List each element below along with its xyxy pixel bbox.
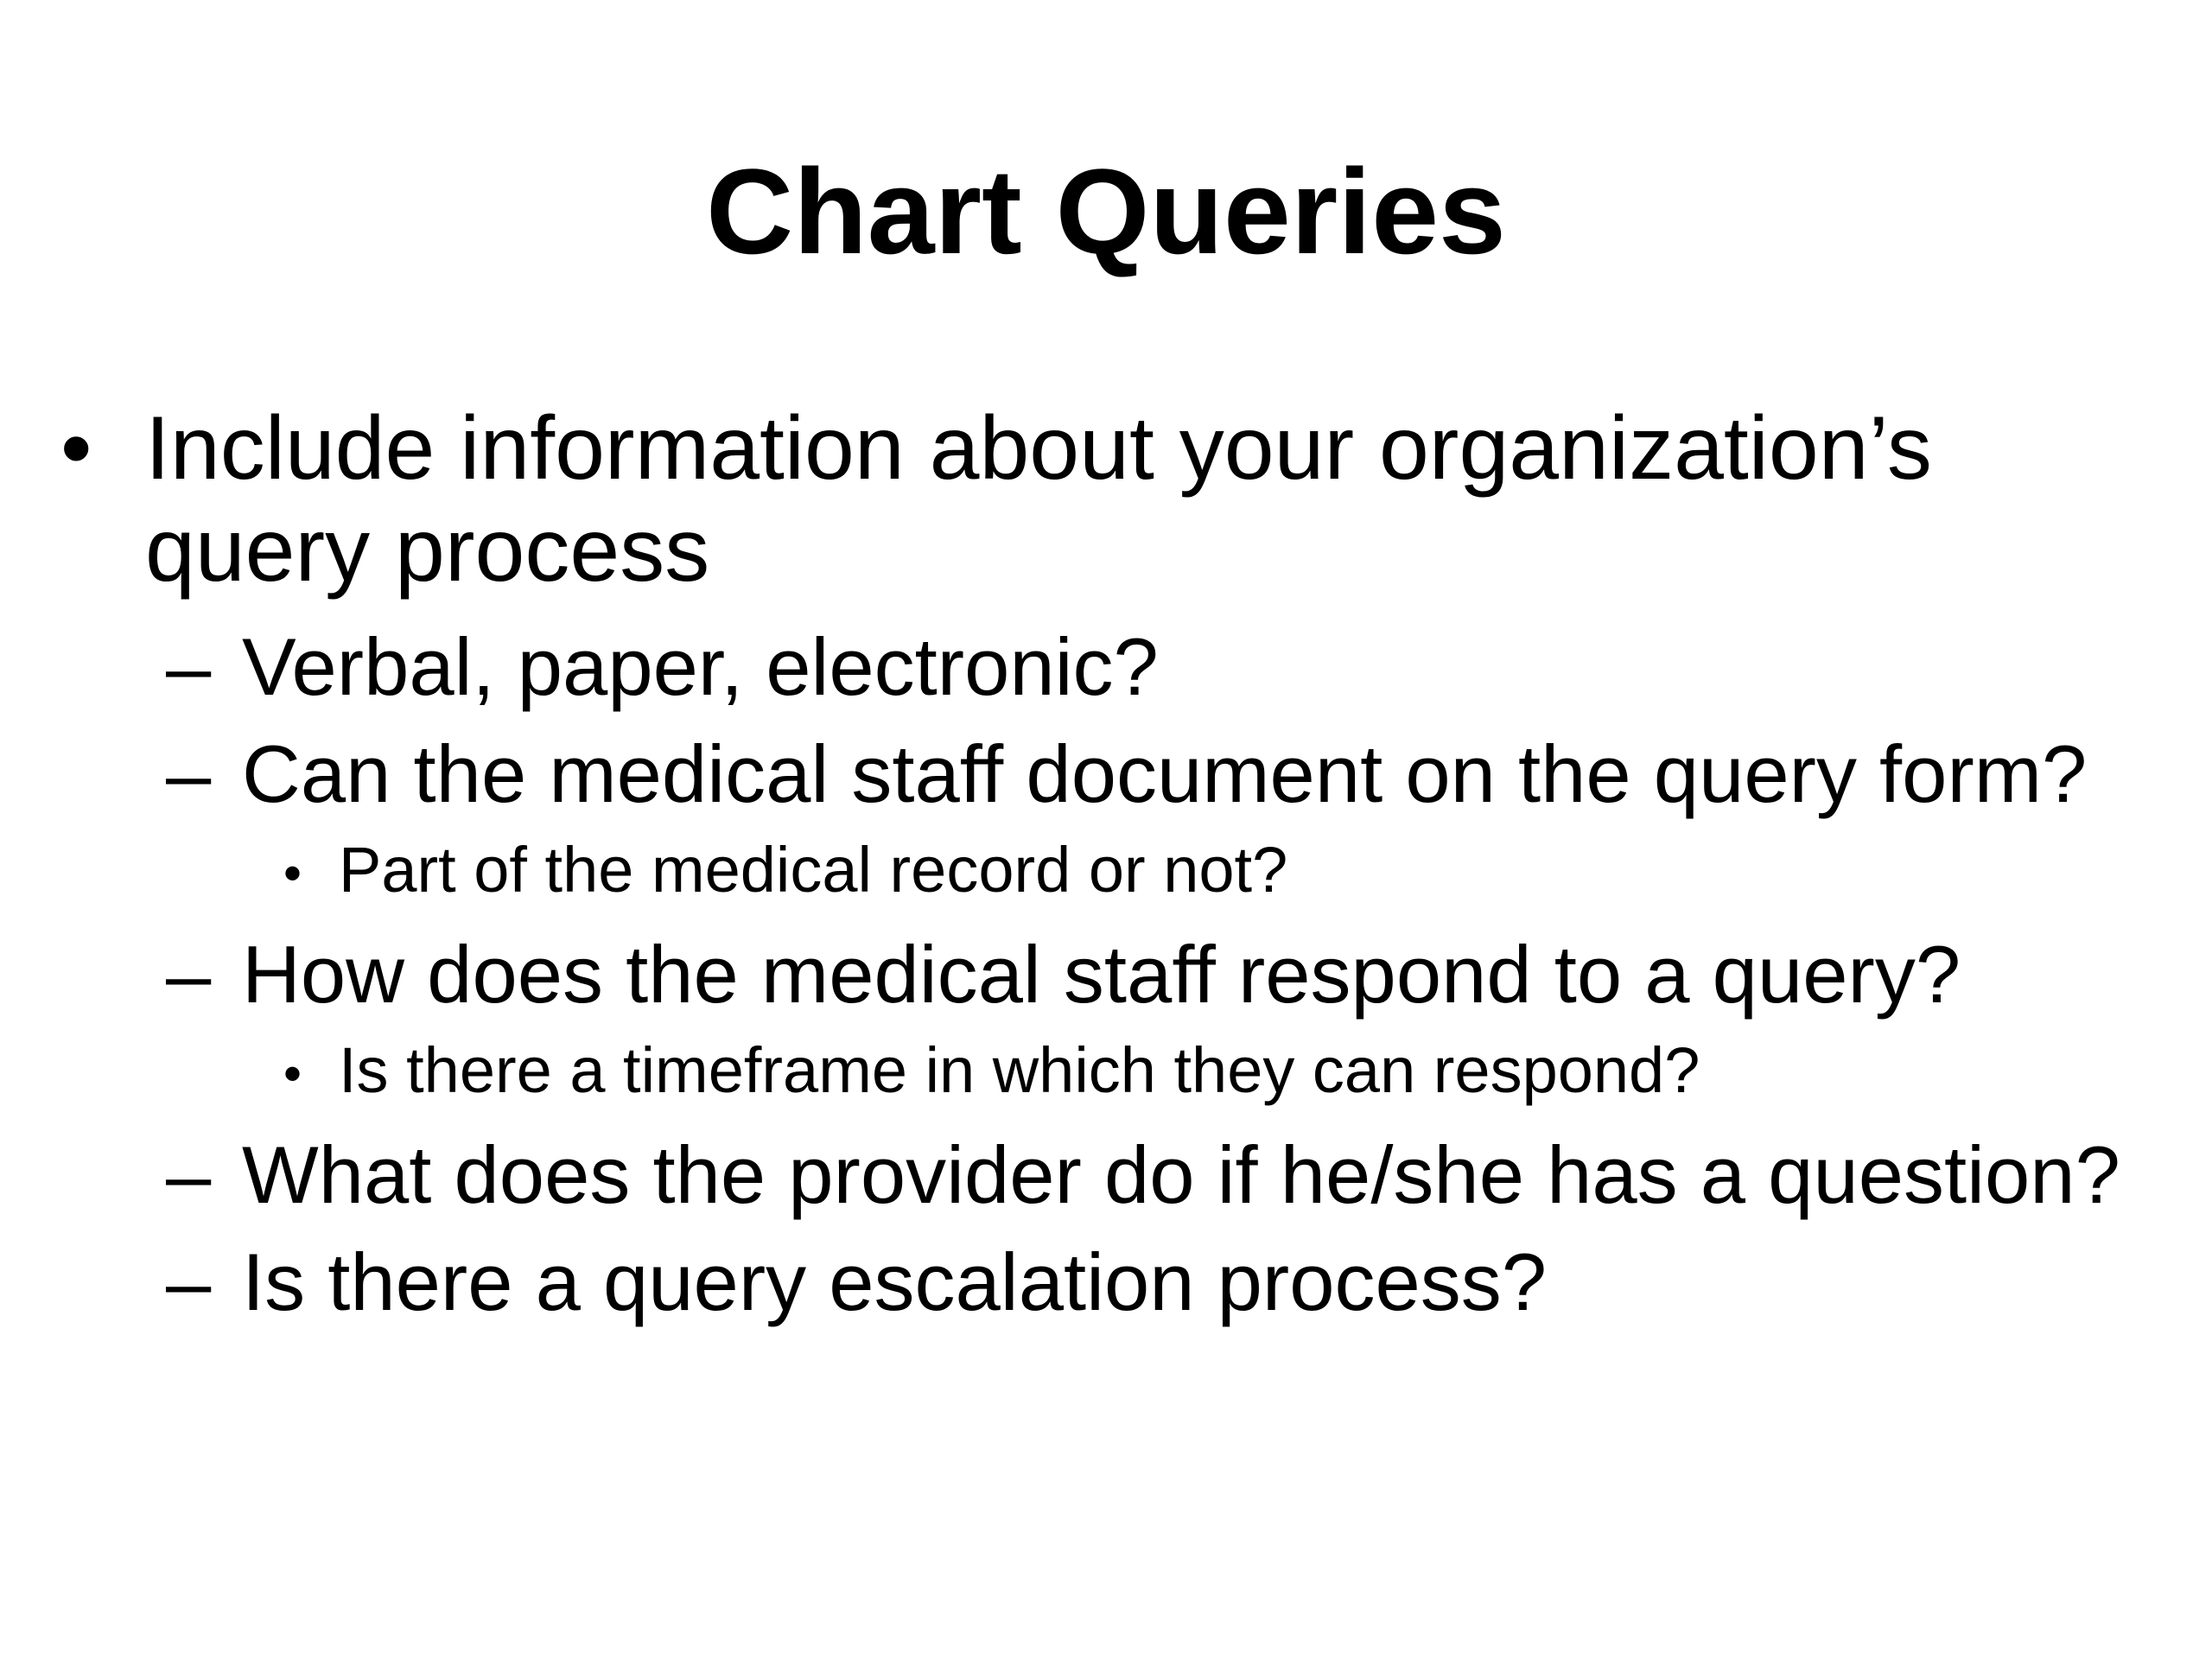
sub-sub-bullet-text: Is there a timeframe in which they can respond? — [339, 1034, 1700, 1106]
bullet-marker: • — [60, 398, 92, 499]
sub-bullet-text: How does the medical staff respond to a query? — [242, 929, 1961, 1020]
sub-bullet-text: Is there a query escalation process? — [242, 1236, 1548, 1327]
dash-marker: – — [166, 1236, 212, 1327]
sub-bullet-text: Can the medical staff document on the query form? — [242, 728, 2088, 819]
bullet-text-line-1: Include information about your organization’s — [145, 398, 1932, 499]
sub-bullet-text: What does the provider do if he/she has a question? — [242, 1129, 2120, 1220]
bullet-text-line-2: query process — [145, 500, 710, 601]
bullet-marker: • — [283, 1045, 302, 1103]
dash-marker: – — [166, 1129, 212, 1220]
bullet-marker: • — [283, 844, 302, 902]
dash-marker: – — [166, 621, 212, 712]
dash-marker: – — [166, 929, 212, 1020]
slide-title: Chart Queries — [706, 143, 1506, 279]
sub-bullet-text: Verbal, paper, electronic? — [242, 621, 1159, 712]
sub-sub-bullet-text: Part of the medical record or not? — [339, 834, 1288, 906]
dash-marker: – — [166, 728, 212, 819]
